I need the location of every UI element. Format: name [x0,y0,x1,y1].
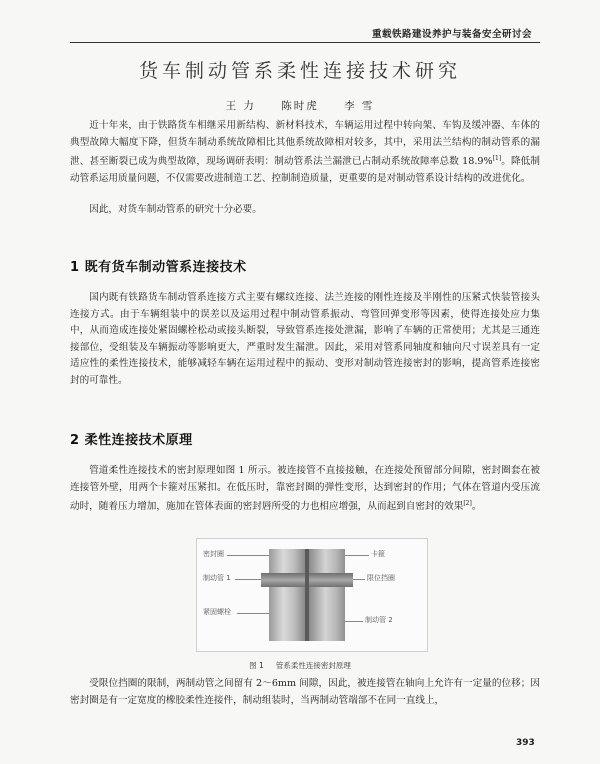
citation-2: [2] [463,500,472,507]
intro-paragraph-1 [70,118,540,187]
pipe-gap-graphic [305,549,309,641]
running-header [70,26,540,43]
leader-line [235,579,261,580]
author-1: 王 力 [225,100,256,112]
brake-pipe-1-graphic [269,549,305,641]
figure-caption [0,660,600,671]
leader-line [345,555,369,556]
leader-line [237,613,269,614]
page-number: 393 [516,738,535,748]
section2-paragraph-2: 受限位挡圈的限制，两制动管之间留有 2～6mm 间隙，因此，被连接管在轴向上允许有一定量的位移；因密封圈是有一定宽度的橡胶柔性连接件，制动组装时，当两制动管端部不在同一直线上， [70,678,540,706]
section1-paragraph: 国内既有铁路货车制动管系连接方式主要有螺纹连接、法兰连接的刚性连接及半刚性的压紧式快装管接头连接方式。由于车辆组装中的误差以及运用过程中制动管系振动、弯管回弹变形等因素，使得连接处应力集中，从而造成连接处紧固螺栓松动或接头断裂，导致管系连接处泄漏，影响了车辆的正常使用；尤其是三通连接部位，受组装及车辆振动等影响更大，严重时发生漏泄。因此，采用对管系同轴度和轴向尺寸误差具有一定适应性的柔性连接技术，能够减轻车辆在运用过程中的振动、变形对制动管连接密封的影响，提高管系连接密封的可靠性。 [70,292,540,386]
intro-paragraph-2: 因此，对货车制动管系的研究十分必要。 [89,204,262,215]
section2-paragraph-1 [70,463,540,516]
section2-text: 管道柔性连接技术的密封原理如图 1 所示。被连接管不直接接触，在连接处预留部分间隙，密封圈套在被连接管外壁，用两个卡箍对压紧扣。在低压时，靠密封圈的弹性变形，达到密封的作用；气体在管道内受压流动时，随着压力增加，施加在管体表面的密封唇所受的力也相应增强，从而起到自密封的效果 [70,465,540,513]
intro-text: 近十年来，由于铁路货车相继采用新结构、新材料技术，车辆运用过程中转向架、车钩及缓冲器、车体的典型故障大幅度下降，但货车制动系统故障相比其他系统故障相对较多，其中，采用法兰结构的制动管系的漏泄、甚至断裂已成为典型故障，现场调研表明：制动管系法兰漏泄已占制动系统故障率总数 18.9% [70,120,540,168]
label-pipe-1: 制动管 1 [203,574,231,582]
label-pipe-2: 制动管 2 [365,616,393,624]
author-2: 陈时虎 [281,100,319,112]
intro-text-tail: 。降低制动管系运用质量问题，不仅需要改进制造工艺、控制制造质量，更重要的是对制动管系设计结构的改进优化。 [70,156,541,184]
leader-line [345,621,363,622]
paper-title: 货车制动管系柔性连接技术研究 [138,60,461,82]
leader-line [353,579,365,580]
caption-text: 管系柔性连接密封原理 [275,661,351,670]
caption-number: 图 1 [249,661,264,670]
section-heading-1: 1 既有货车制动管系连接技术 [70,260,247,275]
label-seal-ring: 密封圈 [203,550,224,558]
figure-1-seal-diagram [196,538,428,652]
label-stop-ring: 限位挡圈 [367,574,395,582]
author-3: 李 雪 [344,100,375,112]
citation-1: [1] [492,155,502,162]
leader-line [227,555,269,556]
brake-pipe-2-graphic [309,549,345,641]
section2-text-tail: 。 [471,501,482,513]
header-text: 重载铁路建设养护与装备安全研讨会 [371,29,532,40]
label-fastener: 紧固螺栓 [203,608,231,616]
authors [0,98,600,113]
section-heading-2: 2 柔性连接技术原理 [70,433,193,448]
label-clamp: 卡箍 [371,550,385,558]
